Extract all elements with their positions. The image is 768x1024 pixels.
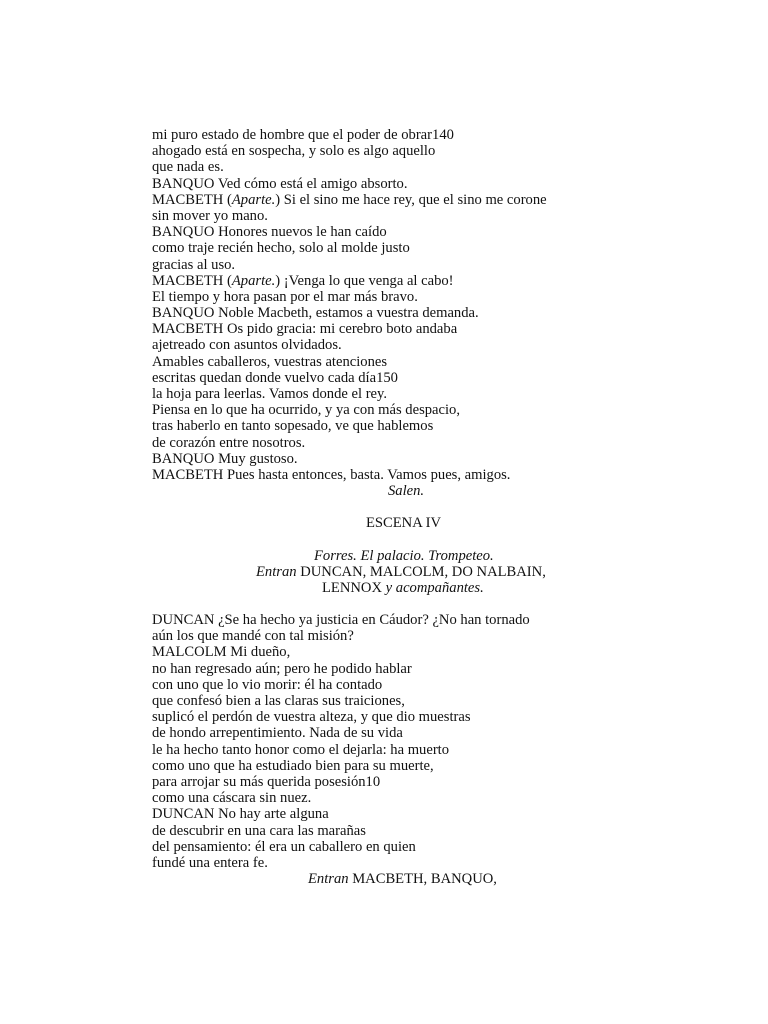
text-line: BANQUO Ved cómo está el amigo absorto. [152, 175, 408, 192]
stage-aside: Aparte. [231, 191, 276, 208]
text-line: fundé una entera fe. [152, 854, 268, 871]
text-line: como traje recién hecho, solo al molde justo [152, 240, 410, 257]
text-line: BANQUO Honores nuevos le han caído [152, 224, 387, 241]
text-line: suplicó el perdón de vuestra alteza, y que dio muestras [152, 709, 471, 726]
entrance-names: LENNOX [322, 579, 382, 596]
text-line: Piensa en lo que ha ocurrido, y ya con más despacio, [152, 402, 461, 419]
text-line: con uno que lo vio morir: él ha contado [152, 676, 383, 693]
text-line: ahogado está en sospecha, y solo es algo aquello [152, 143, 436, 160]
text-line: El tiempo y hora pasan por el mar más bravo. [152, 288, 418, 305]
entrance-direction [152, 564, 752, 580]
play-text-page [152, 127, 752, 887]
entrance-rest: y acompañantes. [382, 579, 484, 596]
text-line: de hondo arrepentimiento. Nada de su vida [152, 725, 403, 742]
text-line: DUNCAN No hay arte alguna [152, 806, 329, 823]
text-line: para arrojar su más querida posesión10 [152, 773, 381, 790]
entrance-names: MACBETH, BANQUO, [348, 871, 497, 888]
text-line: DUNCAN ¿Se ha hecho ya justicia en Cáudor? ¿No han tornado [152, 612, 530, 629]
text-line: gracias al uso. [152, 256, 236, 273]
text-line-macbeth-aside [152, 192, 752, 208]
entran-text: Entran [308, 871, 349, 888]
speech-block-1 [152, 127, 752, 499]
text-line: la hoja para leerlas. Vamos donde el rey. [152, 386, 388, 402]
exit-text: Salen. [388, 483, 425, 500]
text-line: Amables caballeros, vuestras atenciones [152, 353, 388, 370]
text-line: ajetreado con asuntos olvidados. [152, 337, 342, 354]
entrance-direction-cont [152, 580, 752, 596]
speech-block-2 [152, 612, 752, 887]
text-line-macbeth-aside [152, 273, 752, 289]
text-line: MACBETH Os pido gracia: mi cerebro boto andaba [152, 321, 458, 338]
text-line: BANQUO Muy gustoso. [152, 450, 298, 467]
speaker-text: MACBETH ( [152, 191, 232, 208]
text-line: aún los que mandé con tal misión? [152, 628, 354, 645]
stage-aside: Aparte. [231, 272, 276, 289]
speaker-text: MACBETH ( [152, 272, 232, 289]
text-line: sin mover yo mano. [152, 207, 268, 224]
setting-direction [152, 548, 752, 564]
text-line: tras haberlo en tanto sopesado, ve que hablemos [152, 418, 434, 435]
text-line: MALCOLM Mi dueño, [152, 644, 291, 661]
line-rest: ) Si el sino me hace rey, que el sino me corone [275, 191, 547, 208]
text-line: BANQUO Noble Macbeth, estamos a vuestra demanda. [152, 305, 479, 322]
text-line: MACBETH Pues hasta entonces, basta. Vamos pues, amigos. [152, 466, 511, 483]
text-line: que confesó bien a las claras sus traiciones, [152, 693, 405, 709]
text-line: del pensamiento: él era un caballero en quien [152, 838, 416, 855]
setting-text: Forres. El palacio. Trompeteo. [314, 547, 494, 564]
exit-stage-direction [152, 483, 752, 499]
text-line: de corazón entre nosotros. [152, 434, 306, 451]
text-line: como uno que ha estudiado bien para su muerte, [152, 757, 434, 774]
text-line: de descubrir en una cara las marañas [152, 822, 366, 839]
text-line: le ha hecho tanto honor como el dejarla: ha muerto [152, 741, 450, 758]
line-rest: ) ¡Venga lo que venga al cabo! [275, 272, 454, 289]
text-line: mi puro estado de hombre que el poder de obrar140 [152, 127, 454, 143]
scene-heading: ESCENA IV [366, 515, 441, 532]
entran-text: Entran [256, 563, 297, 580]
text-line: escritas quedan donde vuelvo cada día150 [152, 369, 398, 386]
text-line: que nada es. [152, 159, 224, 176]
text-line: no han regresado aún; pero he podido hablar [152, 660, 412, 677]
final-entrance-direction [152, 871, 752, 887]
entrance-names: DUNCAN, MALCOLM, DO NALBAIN, [296, 563, 546, 580]
text-line: como una cáscara sin nuez. [152, 790, 312, 807]
